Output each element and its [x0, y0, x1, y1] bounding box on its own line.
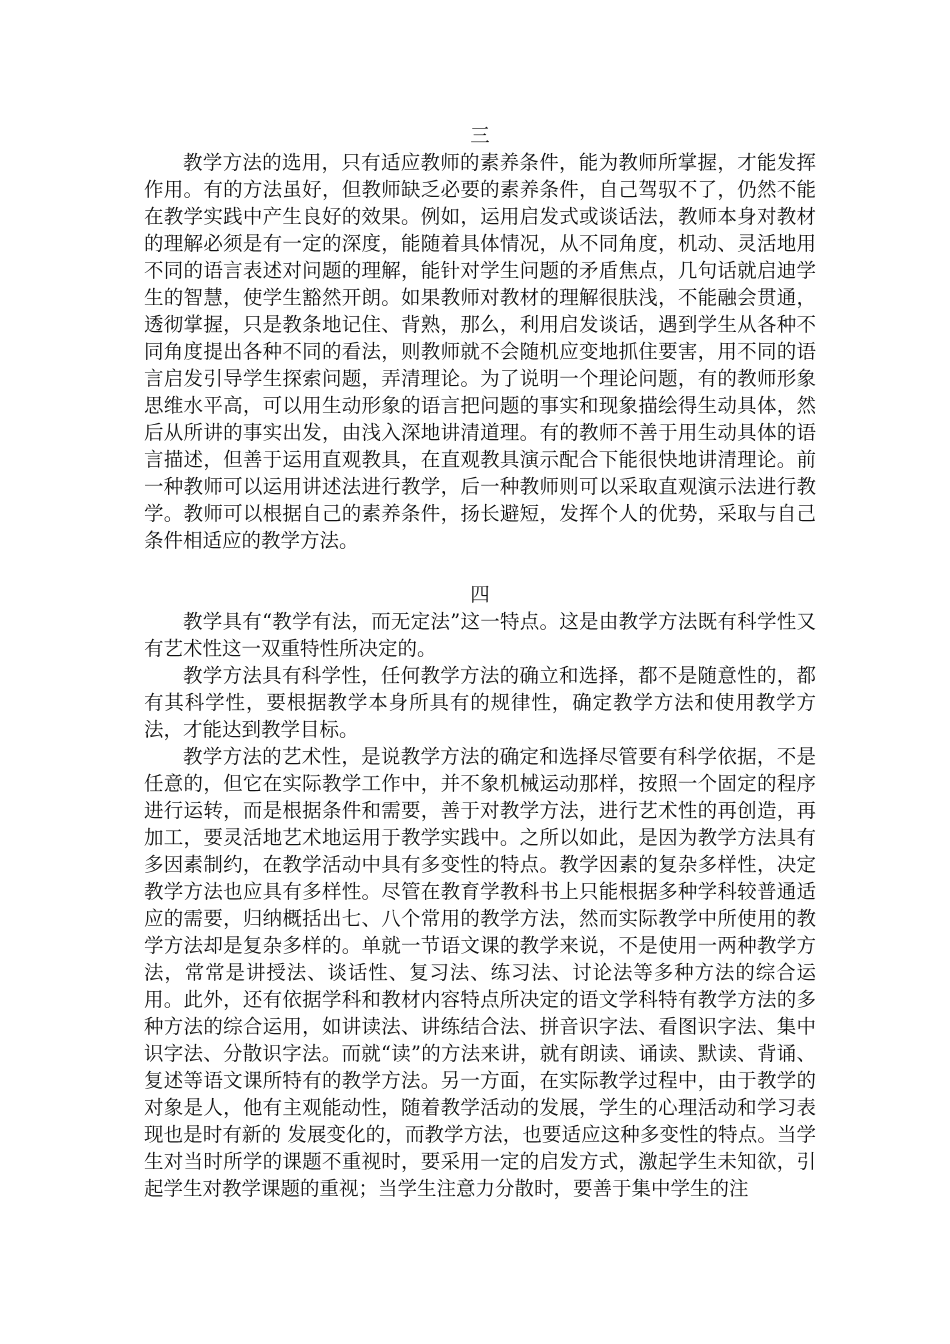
section-heading: 三: [470, 124, 490, 147]
section-heading: 四: [470, 583, 490, 606]
body-paragraph: 教学方法的艺术性，是说教学方法的确定和选择尽管要有科学依据，不是任意的，但它在实际教学工作中，并不象机械运动那样，按照一个固定的程序进行运转，而是根据条件和需要，善于对教学方法，进行艺术性的再创造，再加工，要灵活地艺术地运用于教学实践中。之所以如此，是因为教学方法具有多因素制约，在教学活动中具有多变性的特点。教学因素的复杂多样性，决定教学方法也应具有多样性。尽管在教育学教科书上只能根据多种学科较普通适应的需要，归纳概括出七、八个常用的教学方法，然而实际教学中所使用的教学方法却是复杂多样的。单就一节语文课的教学来说，不是使用一两种教学方法，常常是讲授法、谈话性、复习法、练习法、讨论法等多种方法的综合运用。此外，还有依据学科和教材内容特点所决定的语文学科特有教学方法的多种方法的综合运用，如讲读法、讲练结合法、拼音识字法、看图识字法、集中识字法、分散识字法。而就“读”的方法来讲，就有朗读、诵读、默读、背诵、复述等语文课所特有的教学方法。另一方面，在实际教学过程中，由于教学的对象是人，他有主观能动性，随着教学活动的发展，学生的心理活动和学习表现也是时有新的 发展变化的，而教学方法，也要适应这种多变性的特点。当学生对当时所学的课题不重视时，要采用一定的启发方式，激起学生未知欲，引起学生对教学课题的重视；当学生注意力分散时，要善于集中学生的注: [144, 745, 816, 1200]
body-paragraph: 教学方法的选用，只有适应教师的素养条件，能为教师所掌握，才能发挥作用。有的方法虽好，但教师缺乏必要的素养条件，自己驾驭不了，仍然不能在教学实践中产生良好的效果。例如，运用启发式或谈话法，教师本身对教材的理解必须是有一定的深度，能随着具体情况，从不同角度，机动、灵活地用不同的语言表述对问题的理解，能针对学生问题的矛盾焦点，几句话就启迪学生的智慧，使学生豁然开朗。如果教师对教材的理解很肤浅，不能融会贯通，透彻掌握，只是教条地记住、背熟，那么，利用启发谈话，遇到学生从各种不同角度提出各种不同的看法，则教师就不会随机应变地抓住要害，用不同的语言启发引导学生探索问题，弄清理论。为了说明一个理论问题，有的教师形象思维水平高，可以用生动形象的语言把问题的事实和现象描绘得生动具体，然后从所讲的事实出发，由浅入深地讲清道理。有的教师不善于用生动具体的语言描述，但善于运用直观教具，在直观教具演示配合下能很快地讲清理论。前一种教师可以运用讲述法进行教学，后一种教师则可以采取直观演示法进行教学。教师可以根据自己的素养条件，扬长避短，发挥个人的优势，采取与自己条件相适应的教学方法。: [144, 151, 816, 552]
document-page: [144, 122, 816, 1202]
body-paragraph: 教学具有“教学有法，而无定法”这一特点。这是由教学方法既有科学性又有艺术性这一双重特性所决定的。: [144, 610, 816, 660]
section-three: [144, 122, 816, 554]
section-four: [144, 581, 816, 1202]
body-paragraph: 教学方法具有科学性，任何教学方法的确立和选择，都不是随意性的，都有其科学性，要根据教学本身所具有的规律性，确定教学方法和使用教学方法，才能达到教学目标。: [144, 664, 816, 741]
section-divider: [144, 554, 816, 581]
